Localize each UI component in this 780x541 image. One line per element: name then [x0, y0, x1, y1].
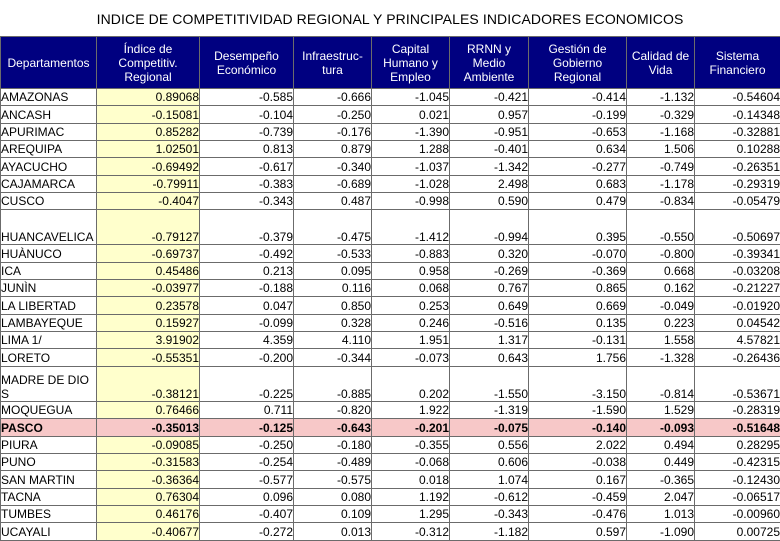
table-row: [1, 297, 780, 314]
column-header: Gestión de Gobierno Regional: [529, 37, 627, 89]
value-cell: -0.03977: [97, 280, 200, 297]
value-cell: -0.365: [627, 471, 695, 488]
table-row: [1, 193, 780, 210]
value-cell: 0.556: [450, 436, 529, 453]
value-cell: 0.096: [200, 488, 294, 505]
value-cell: -1.390: [372, 123, 450, 140]
value-cell: 0.89068: [97, 89, 200, 106]
value-cell: -0.32881: [695, 123, 780, 140]
department-cell: JUNÌN: [1, 280, 97, 297]
department-cell: LORETO: [1, 349, 97, 366]
value-cell: 0.10288: [695, 141, 780, 158]
department-cell: AYACUCHO: [1, 158, 97, 175]
department-cell: TACNA: [1, 488, 97, 505]
value-cell: -0.492: [200, 245, 294, 262]
table-row: [1, 419, 780, 436]
value-cell: -0.814: [627, 366, 695, 401]
value-cell: -0.414: [529, 89, 627, 106]
value-cell: 0.109: [294, 505, 372, 522]
value-cell: -0.459: [529, 488, 627, 505]
value-cell: -0.69492: [97, 158, 200, 175]
value-cell: -0.343: [200, 193, 294, 210]
value-cell: -1.132: [627, 89, 695, 106]
value-cell: 0.068: [372, 280, 450, 297]
value-cell: -0.79911: [97, 175, 200, 192]
value-cell: -0.28319: [695, 401, 780, 418]
value-cell: -0.475: [294, 210, 372, 245]
table-row: [1, 453, 780, 470]
value-cell: -1.028: [372, 175, 450, 192]
value-cell: 0.328: [294, 314, 372, 331]
table-row: [1, 488, 780, 505]
value-cell: 2.022: [529, 436, 627, 453]
value-cell: -0.355: [372, 436, 450, 453]
value-cell: 0.135: [529, 314, 627, 331]
department-cell: TUMBES: [1, 505, 97, 522]
value-cell: 0.253: [372, 297, 450, 314]
value-cell: -0.093: [627, 419, 695, 436]
table-row: [1, 262, 780, 279]
value-cell: 0.683: [529, 175, 627, 192]
value-cell: 0.162: [627, 280, 695, 297]
value-cell: 1.951: [372, 332, 450, 349]
value-cell: 0.28295: [695, 436, 780, 453]
value-cell: 1.317: [450, 332, 529, 349]
value-cell: -0.180: [294, 436, 372, 453]
value-cell: 1.922: [372, 401, 450, 418]
value-cell: -0.038: [529, 453, 627, 470]
value-cell: -0.4047: [97, 193, 200, 210]
value-cell: -0.585: [200, 89, 294, 106]
value-cell: -0.277: [529, 158, 627, 175]
value-cell: 0.116: [294, 280, 372, 297]
value-cell: -0.26351: [695, 158, 780, 175]
column-header-departamentos: Departamentos: [1, 37, 97, 89]
department-cell: ICA: [1, 262, 97, 279]
value-cell: -0.225: [200, 366, 294, 401]
value-cell: 0.590: [450, 193, 529, 210]
value-cell: 0.395: [529, 210, 627, 245]
table-row: [1, 471, 780, 488]
value-cell: 0.449: [627, 453, 695, 470]
value-cell: -1.182: [450, 523, 529, 540]
value-cell: -0.653: [529, 123, 627, 140]
value-cell: -0.51648: [695, 419, 780, 436]
value-cell: -0.994: [450, 210, 529, 245]
value-cell: 0.634: [529, 141, 627, 158]
value-cell: 1.529: [627, 401, 695, 418]
value-cell: -0.06517: [695, 488, 780, 505]
value-cell: -0.379: [200, 210, 294, 245]
table-row: [1, 245, 780, 262]
table-row: [1, 523, 780, 540]
value-cell: -0.55351: [97, 349, 200, 366]
value-cell: 0.606: [450, 453, 529, 470]
value-cell: 0.320: [450, 245, 529, 262]
value-cell: 0.85282: [97, 123, 200, 140]
value-cell: -0.15081: [97, 106, 200, 123]
value-cell: 1.192: [372, 488, 450, 505]
value-cell: -0.176: [294, 123, 372, 140]
department-cell: LIMA 1/: [1, 332, 97, 349]
value-cell: 0.479: [529, 193, 627, 210]
department-cell: HUÀNUCO: [1, 245, 97, 262]
department-cell: PASCO: [1, 419, 97, 436]
department-cell: SAN MARTIN: [1, 471, 97, 488]
value-cell: -0.40677: [97, 523, 200, 540]
value-cell: -0.69737: [97, 245, 200, 262]
value-cell: 0.45486: [97, 262, 200, 279]
value-cell: -0.14348: [695, 106, 780, 123]
value-cell: 1.074: [450, 471, 529, 488]
value-cell: -0.21227: [695, 280, 780, 297]
value-cell: -0.612: [450, 488, 529, 505]
value-cell: 0.202: [372, 366, 450, 401]
value-cell: 0.46176: [97, 505, 200, 522]
value-cell: -0.643: [294, 419, 372, 436]
value-cell: -0.407: [200, 505, 294, 522]
table-row: [1, 332, 780, 349]
value-cell: -0.340: [294, 158, 372, 175]
value-cell: -0.099: [200, 314, 294, 331]
value-cell: 0.04542: [695, 314, 780, 331]
value-cell: 4.359: [200, 332, 294, 349]
value-cell: -0.820: [294, 401, 372, 418]
table-body: [1, 89, 780, 541]
value-cell: -0.068: [372, 453, 450, 470]
value-cell: 0.013: [294, 523, 372, 540]
value-cell: -0.998: [372, 193, 450, 210]
value-cell: -0.533: [294, 245, 372, 262]
table-row: [1, 349, 780, 366]
column-header: Sistema Financiero: [695, 37, 780, 89]
value-cell: -0.35013: [97, 419, 200, 436]
value-cell: 0.76304: [97, 488, 200, 505]
department-cell: MOQUEGUA: [1, 401, 97, 418]
department-cell: AREQUIPA: [1, 141, 97, 158]
value-cell: -0.800: [627, 245, 695, 262]
value-cell: -0.049: [627, 297, 695, 314]
table-row: [1, 505, 780, 522]
value-cell: -0.201: [372, 419, 450, 436]
value-cell: -1.319: [450, 401, 529, 418]
value-cell: -0.53671: [695, 366, 780, 401]
value-cell: -1.045: [372, 89, 450, 106]
value-cell: -0.200: [200, 349, 294, 366]
value-cell: 0.711: [200, 401, 294, 418]
value-cell: 0.047: [200, 297, 294, 314]
value-cell: -0.516: [450, 314, 529, 331]
value-cell: 0.669: [529, 297, 627, 314]
value-cell: -0.575: [294, 471, 372, 488]
value-cell: 0.850: [294, 297, 372, 314]
value-cell: 0.223: [627, 314, 695, 331]
table-row: [1, 401, 780, 418]
value-cell: 0.23578: [97, 297, 200, 314]
value-cell: 1.558: [627, 332, 695, 349]
value-cell: -0.749: [627, 158, 695, 175]
value-cell: 4.57821: [695, 332, 780, 349]
value-cell: -0.269: [450, 262, 529, 279]
value-cell: -1.590: [529, 401, 627, 418]
value-cell: 0.080: [294, 488, 372, 505]
value-cell: -0.329: [627, 106, 695, 123]
value-cell: -0.689: [294, 175, 372, 192]
value-cell: -1.328: [627, 349, 695, 366]
value-cell: -0.883: [372, 245, 450, 262]
value-cell: -0.131: [529, 332, 627, 349]
department-cell: AMAZONAS: [1, 89, 97, 106]
value-cell: -0.951: [450, 123, 529, 140]
value-cell: 0.813: [200, 141, 294, 158]
value-cell: -0.01920: [695, 297, 780, 314]
table-row: [1, 175, 780, 192]
value-cell: -0.03208: [695, 262, 780, 279]
value-cell: -0.36364: [97, 471, 200, 488]
value-cell: -0.26436: [695, 349, 780, 366]
department-cell: HUANCAVELICA: [1, 210, 97, 245]
value-cell: -0.50697: [695, 210, 780, 245]
column-header: Calidad de Vida: [627, 37, 695, 89]
value-cell: -0.39341: [695, 245, 780, 262]
value-cell: 0.643: [450, 349, 529, 366]
value-cell: 1.506: [627, 141, 695, 158]
value-cell: -0.666: [294, 89, 372, 106]
department-cell: PIURA: [1, 436, 97, 453]
value-cell: -0.199: [529, 106, 627, 123]
value-cell: -0.272: [200, 523, 294, 540]
value-cell: 4.110: [294, 332, 372, 349]
value-cell: 1.013: [627, 505, 695, 522]
value-cell: -0.401: [450, 141, 529, 158]
value-cell: -0.073: [372, 349, 450, 366]
value-cell: 0.649: [450, 297, 529, 314]
value-cell: 0.879: [294, 141, 372, 158]
value-cell: -0.79127: [97, 210, 200, 245]
value-cell: 0.021: [372, 106, 450, 123]
value-cell: -0.885: [294, 366, 372, 401]
value-cell: -1.412: [372, 210, 450, 245]
value-cell: 1.756: [529, 349, 627, 366]
department-cell: MADRE DE DIOS: [1, 366, 97, 401]
value-cell: 0.597: [529, 523, 627, 540]
value-cell: -0.09085: [97, 436, 200, 453]
department-cell: LAMBAYEQUE: [1, 314, 97, 331]
table-row: [1, 158, 780, 175]
department-cell: LA LIBERTAD: [1, 297, 97, 314]
value-cell: -0.54604: [695, 89, 780, 106]
value-cell: -0.070: [529, 245, 627, 262]
department-cell: CUSCO: [1, 193, 97, 210]
table-header: [1, 37, 780, 89]
table-row: [1, 280, 780, 297]
table-row: [1, 436, 780, 453]
value-cell: -0.312: [372, 523, 450, 540]
department-cell: CAJAMARCA: [1, 175, 97, 192]
value-cell: 1.295: [372, 505, 450, 522]
value-cell: -0.075: [450, 419, 529, 436]
department-cell: APURIMAC: [1, 123, 97, 140]
column-header: Capital Humano y Empleo: [372, 37, 450, 89]
value-cell: 0.957: [450, 106, 529, 123]
value-cell: -0.38121: [97, 366, 200, 401]
value-cell: 0.00725: [695, 523, 780, 540]
column-header: Índice de Competitiv. Regional: [97, 37, 200, 89]
value-cell: -0.05479: [695, 193, 780, 210]
value-cell: -0.383: [200, 175, 294, 192]
value-cell: -0.344: [294, 349, 372, 366]
value-cell: 2.498: [450, 175, 529, 192]
column-header: Infraestruc-tura: [294, 37, 372, 89]
value-cell: 0.246: [372, 314, 450, 331]
value-cell: 1.02501: [97, 141, 200, 158]
value-cell: -1.037: [372, 158, 450, 175]
value-cell: 2.047: [627, 488, 695, 505]
value-cell: -0.421: [450, 89, 529, 106]
column-header: Desempeño Económico: [200, 37, 294, 89]
value-cell: 0.095: [294, 262, 372, 279]
value-cell: -0.00960: [695, 505, 780, 522]
value-cell: -3.150: [529, 366, 627, 401]
value-cell: -0.254: [200, 453, 294, 470]
value-cell: -0.489: [294, 453, 372, 470]
value-cell: 0.958: [372, 262, 450, 279]
value-cell: -0.550: [627, 210, 695, 245]
value-cell: 0.213: [200, 262, 294, 279]
value-cell: -0.42315: [695, 453, 780, 470]
value-cell: -0.834: [627, 193, 695, 210]
value-cell: -0.12430: [695, 471, 780, 488]
value-cell: 0.865: [529, 280, 627, 297]
value-cell: -0.104: [200, 106, 294, 123]
value-cell: -1.342: [450, 158, 529, 175]
value-cell: 0.15927: [97, 314, 200, 331]
indicators-table: [0, 36, 780, 541]
department-cell: PUNO: [1, 453, 97, 470]
value-cell: -1.550: [450, 366, 529, 401]
value-cell: -0.369: [529, 262, 627, 279]
header-row: [1, 37, 780, 89]
value-cell: 3.91902: [97, 332, 200, 349]
value-cell: -0.29319: [695, 175, 780, 192]
table-row: [1, 89, 780, 106]
value-cell: -1.090: [627, 523, 695, 540]
value-cell: -0.476: [529, 505, 627, 522]
department-cell: UCAYALI: [1, 523, 97, 540]
table-row: [1, 366, 780, 401]
value-cell: 0.487: [294, 193, 372, 210]
value-cell: -0.140: [529, 419, 627, 436]
table-row: [1, 210, 780, 245]
value-cell: 0.167: [529, 471, 627, 488]
table-row: [1, 106, 780, 123]
table-row: [1, 314, 780, 331]
table-row: [1, 141, 780, 158]
value-cell: -0.577: [200, 471, 294, 488]
value-cell: -0.250: [294, 106, 372, 123]
value-cell: 0.494: [627, 436, 695, 453]
value-cell: -0.250: [200, 436, 294, 453]
report-title: INDICE DE COMPETITIVIDAD REGIONAL Y PRINCIPALES INDICADORES ECONOMICOS: [0, 0, 780, 36]
value-cell: -0.31583: [97, 453, 200, 470]
table-row: [1, 123, 780, 140]
value-cell: -1.178: [627, 175, 695, 192]
value-cell: 0.668: [627, 262, 695, 279]
value-cell: -0.343: [450, 505, 529, 522]
value-cell: 0.767: [450, 280, 529, 297]
value-cell: -0.188: [200, 280, 294, 297]
column-header: RRNN y Medio Ambiente: [450, 37, 529, 89]
value-cell: -0.617: [200, 158, 294, 175]
value-cell: 0.018: [372, 471, 450, 488]
value-cell: -0.739: [200, 123, 294, 140]
value-cell: 1.288: [372, 141, 450, 158]
value-cell: -1.168: [627, 123, 695, 140]
value-cell: 0.76466: [97, 401, 200, 418]
department-cell: ANCASH: [1, 106, 97, 123]
value-cell: -0.125: [200, 419, 294, 436]
